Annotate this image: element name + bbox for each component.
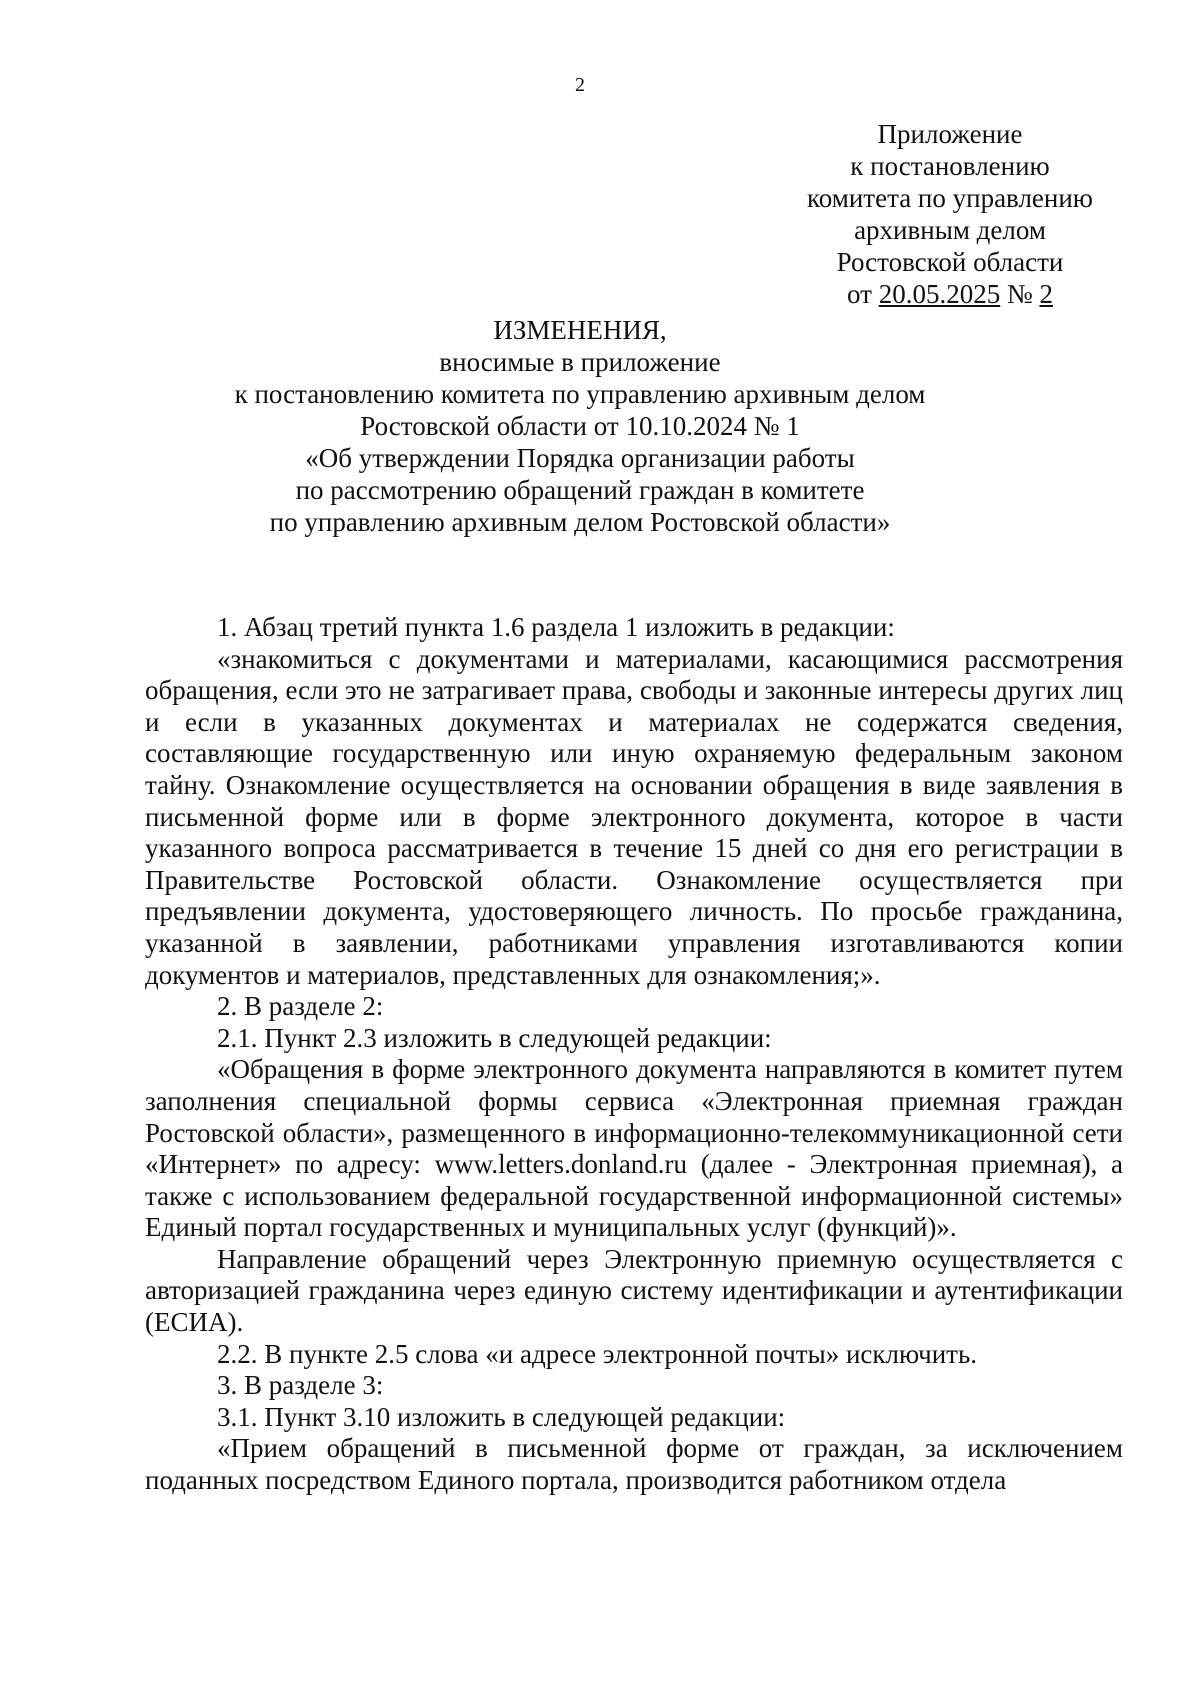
resolution-date: 20.05.2025: [878, 279, 1001, 309]
appendix-line: архивным делом: [854, 215, 1046, 245]
heading-line: по рассмотрению обращений граждан в комитете: [295, 475, 865, 505]
document-body: [145, 612, 1123, 1497]
heading-line: Ростовской области от 10.10.2024 № 1: [360, 411, 800, 441]
paragraph: «Прием обращений в письменной форме от граждан, за исключением поданных посредством Единого портала, производится работником отдела: [145, 1433, 1123, 1496]
heading-line: вносимые в приложение: [439, 347, 721, 377]
appendix-line: комитета по управлению: [807, 183, 1093, 213]
paragraph: 1. Абзац третий пункта 1.6 раздела 1 изложить в редакции:: [217, 612, 895, 642]
paragraph: Направление обращений через Электронную приемную осуществляется с авторизацией гражданина через единую систему идентификации и аутентификации (ЕСИА).: [145, 1243, 1123, 1338]
heading-title: ИЗМЕНЕНИЯ,: [493, 315, 667, 345]
paragraph: 3. В разделе 3:: [217, 1370, 384, 1401]
appendix-line: к постановлению: [850, 151, 1050, 181]
heading-line: к постановлению комитета по управлению архивным делом: [234, 379, 926, 409]
heading-line: по управлению архивным делом Ростовской области»: [269, 507, 891, 537]
number-sign: №: [1006, 279, 1033, 309]
document-heading: [150, 314, 1010, 538]
resolution-number: 2: [1039, 279, 1053, 309]
appendix-line: Приложение: [877, 119, 1023, 149]
appendix-block: [770, 118, 1130, 310]
paragraph: 3.1. Пункт 3.10 изложить в следующей редакции:: [217, 1401, 786, 1432]
paragraph: 2.2. В пункте 2.5 слова «и адресе электронной почты» исключить.: [217, 1338, 978, 1369]
page-number: 2: [575, 74, 585, 96]
paragraph: 2.1. Пункт 2.3 изложить в следующей редакции:: [217, 1022, 772, 1053]
paragraph: 2. В разделе 2:: [217, 991, 384, 1022]
paragraph: «Обращения в форме электронного документа направляются в комитет путем заполнения специальной формы сервиса «Электронная приемная граждан Ростовской области», размещенного в информационно-телекоммуникационной сети «Интернет» по адресу: www.letters.donland.ru (далее - Электронная приемная), а также с использованием федеральной государственной информационной системы» Единый портал государственных и муниципальных услуг (функций)».: [145, 1054, 1123, 1243]
paragraph: «знакомиться с документами и материалами, касающимися рассмотрения обращения, если это не затрагивает права, свободы и законные интересы других лиц и если в указанных документах и материалах не содержатся сведения, составляющие государственную или иную охраняемую федеральным законом тайну. Ознакомление осуществляется на основании обращения в виде заявления в письменной форме или в форме электронного документа, которое в части указанного вопроса рассматривается в течение 15 дней со дня его регистрации в Правительстве Ростовской области. Ознакомление осуществляется при предъявлении документа, удостоверяющего личность. По просьбе гражданина, указанной в заявлении, работниками управления изготавливаются копии документов и материалов, представленных для ознакомления;».: [145, 643, 1123, 990]
heading-line: «Об утверждении Порядка организации работы: [305, 443, 855, 473]
date-prefix: от: [847, 279, 872, 309]
appendix-line: Ростовской области: [836, 247, 1064, 277]
appendix-date-line: [770, 278, 1130, 310]
